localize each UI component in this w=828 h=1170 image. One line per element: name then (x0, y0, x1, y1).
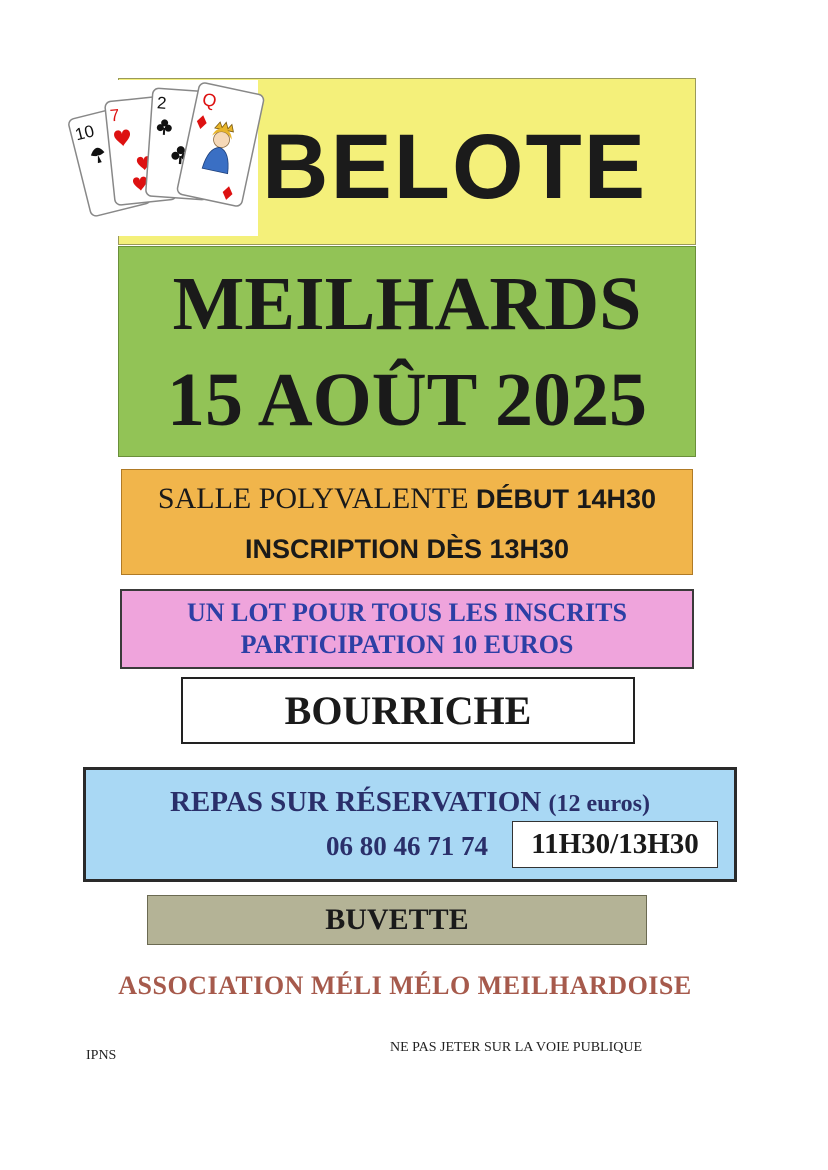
meal-price: (12 euros) (548, 791, 651, 817)
ipns-label: IPNS (86, 1048, 117, 1063)
meal-phone: 06 80 46 71 74 (326, 831, 488, 861)
event-location: MEILHARDS (172, 262, 642, 346)
card-rank-7: 7 (109, 105, 121, 126)
event-date: 15 AOÛT 2025 (166, 358, 647, 442)
buvette-label: BUVETTE (325, 903, 469, 936)
fee-line: PARTICIPATION 10 EUROS (240, 630, 574, 659)
meal-line (83, 784, 737, 820)
association-name: ASSOCIATION MÉLI MÉLO MEILHARDOISE (118, 971, 692, 1000)
playing-cards-icon (73, 80, 258, 236)
start-time: DÉBUT 14H30 (476, 484, 657, 514)
event-title: BELOTE (262, 116, 648, 218)
venue: SALLE POLYVALENTE (157, 482, 469, 515)
card-rank-2: 2 (156, 93, 168, 113)
card-rank-10: 10 (73, 121, 97, 145)
venue-start-line (121, 478, 693, 520)
card-rank-q: Q (200, 89, 219, 112)
meal-hours: 11H30/13H30 (531, 828, 699, 860)
prize-line: UN LOT POUR TOUS LES INSCRITS (187, 598, 627, 627)
meal-label: REPAS SUR RÉSERVATION (169, 786, 542, 818)
bourriche-label: BOURRICHE (284, 688, 532, 733)
disposal-notice: NE PAS JETER SUR LA VOIE PUBLIQUE (390, 1040, 643, 1055)
registration-time: INSCRIPTION DÈS 13H30 (244, 534, 570, 564)
